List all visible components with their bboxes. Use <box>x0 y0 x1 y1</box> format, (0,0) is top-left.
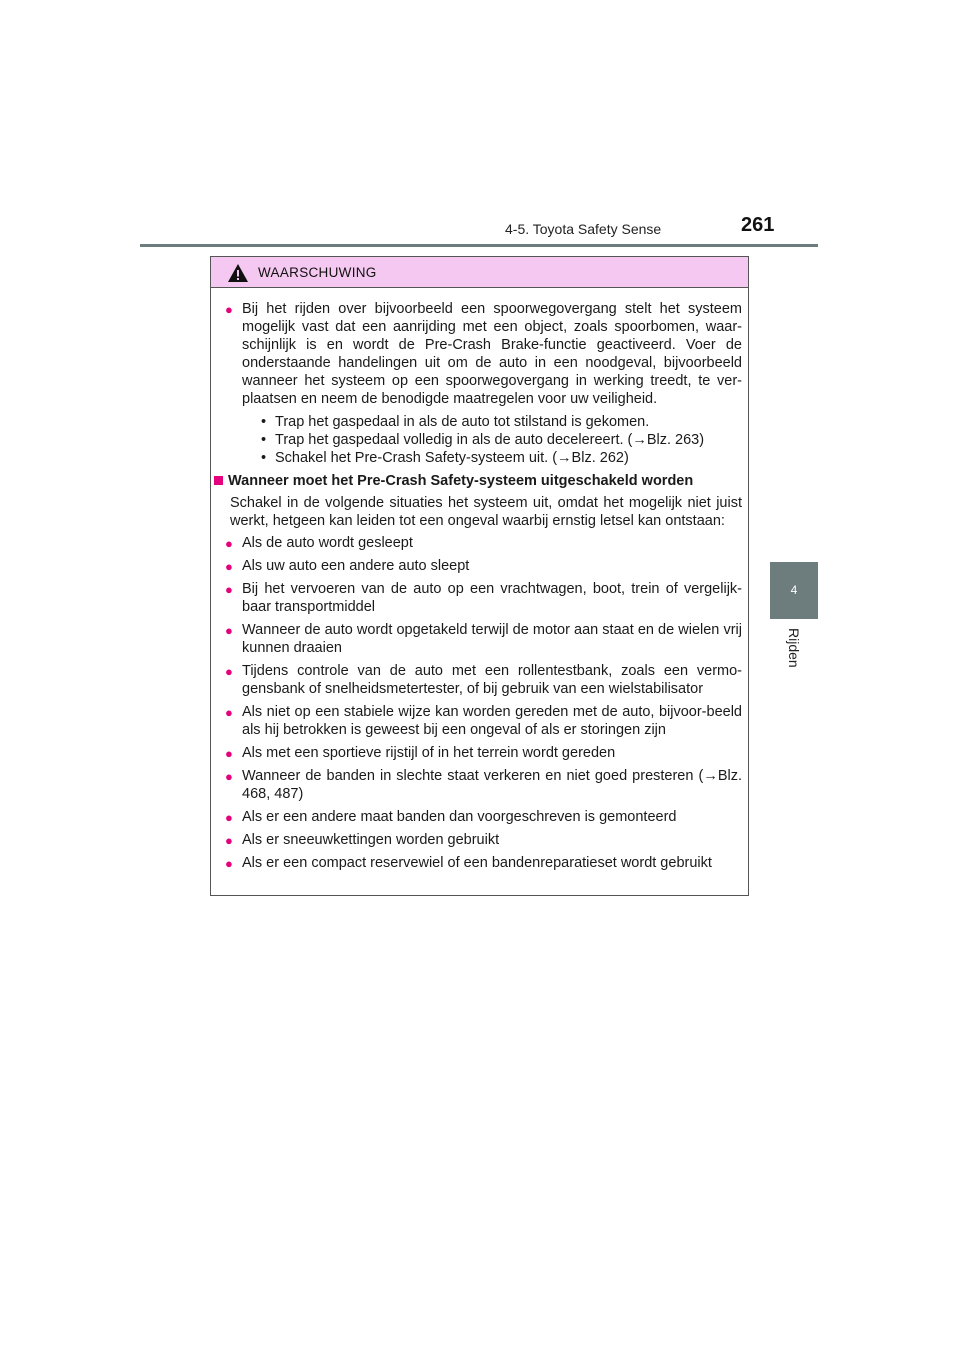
list-item: ● Als er een compact reservewiel of een bandenreparatieset wordt gebruikt <box>225 855 712 871</box>
warning-header <box>211 257 748 288</box>
list-item: ● Als met een sportieve rijstijl of in het terrein wordt gereden <box>225 745 616 761</box>
list-item: ● Als er een andere maat banden dan voorgeschreven is gemonteerd <box>225 809 677 825</box>
list-item: ● Wanneer de auto wordt opgetakeld terwijl de motor aan staat en de wielen vrij kunnen draaien <box>225 622 742 656</box>
bullet-icon: ● <box>225 302 233 317</box>
warning-triangle-icon <box>228 264 248 282</box>
bullet-icon: ● <box>225 582 233 597</box>
bullet-icon: ● <box>225 559 233 574</box>
bullet-icon: ● <box>225 746 233 761</box>
list-item: ● Als uw auto een andere auto sleept <box>225 558 470 574</box>
sub-item-text: Schakel het Pre-Crash Safety-systeem uit. (→Blz. 262) <box>275 450 629 466</box>
warning-title: WAARSCHUWING <box>258 264 377 280</box>
sub-list-item: • Trap het gaspedaal in als de auto tot stilstand is gekomen. <box>261 414 650 430</box>
square-bullet-icon <box>214 476 223 485</box>
list-item: ● Wanneer de banden in slechte staat verkeren en niet goed presteren (→Blz. 468, 487) <box>225 768 742 802</box>
sub-list <box>261 413 742 467</box>
sub-item-text: Trap het gaspedaal volledig in als de auto decelereert. (→Blz. 263) <box>275 432 705 448</box>
section-title: 4-5. Toyota Safety Sense <box>505 221 662 237</box>
bullet-icon: ● <box>225 536 233 551</box>
list-item <box>223 300 742 467</box>
bullet-icon: ● <box>225 769 233 784</box>
warning-box <box>210 256 749 896</box>
list-item: ● Als de auto wordt gesleept <box>225 535 413 551</box>
bullet-icon: ● <box>225 856 233 871</box>
section-intro: Schakel in de volgende situaties het systeem uit, omdat het mogelijk niet juist werkt, hetgeen kan leiden tot een ongeval waarbij ernstig letsel kan ontstaan: <box>230 495 742 529</box>
intro-item-text: Bij het rijden over bijvoorbeeld een spoorwegovergang stelt het systeem mogelijk vast dat een aanrijding met een object, zoals spoorbomen, waar-schijnlijk is en wordt de Pre-Crash Brake-functie geactiveerd. Voer de onderstaande handelingen uit om de auto in een noodgeval, bijvoorbeeld wanneer het systeem op een spoorwegovergang in werking treedt, te ver-plaatsen en neem de benodigde maatregelen voor uw veiligheid. <box>242 301 742 407</box>
bullet-icon: ● <box>225 810 233 825</box>
list-item: ● Als er sneeuwkettingen worden gebruikt <box>225 832 500 848</box>
chapter-label: Rijden <box>786 628 802 668</box>
list-item: ● Als niet op een stabiele wijze kan worden gereden met de auto, bijvoor-beeld als hij betrokken is geweest bij een ongeval of als er storingen zijn <box>225 704 742 738</box>
list-item: ● Bij het vervoeren van de auto op een vrachtwagen, boot, trein of vergelijk-baar transportmiddel <box>225 581 742 615</box>
page-number: 261 <box>741 214 775 236</box>
sub-item-text: Trap het gaspedaal in als de auto tot stilstand is gekomen. <box>275 414 650 430</box>
bullet-icon: ● <box>225 623 233 638</box>
header-divider <box>140 244 818 247</box>
sub-list-item: • Trap het gaspedaal volledig in als de auto decelereert. (→Blz. 263) <box>261 432 705 448</box>
sub-list-item: • Schakel het Pre-Crash Safety-systeem uit. (→Blz. 262) <box>261 450 629 466</box>
bullet-icon: ● <box>225 705 233 720</box>
section-heading: Wanneer moet het Pre-Crash Safety-systeem uitgeschakeld worden <box>211 472 742 490</box>
chapter-tab: 4 <box>770 562 818 619</box>
warning-content <box>211 288 748 872</box>
list-item: ● Tijdens controle van de auto met een rollentestbank, zoals een vermo-gensbank of snelheidsmetertester, of bij gebruik van een wielstabilisator <box>225 663 742 697</box>
bullet-icon: ● <box>225 833 233 848</box>
bullet-icon: ● <box>225 664 233 679</box>
